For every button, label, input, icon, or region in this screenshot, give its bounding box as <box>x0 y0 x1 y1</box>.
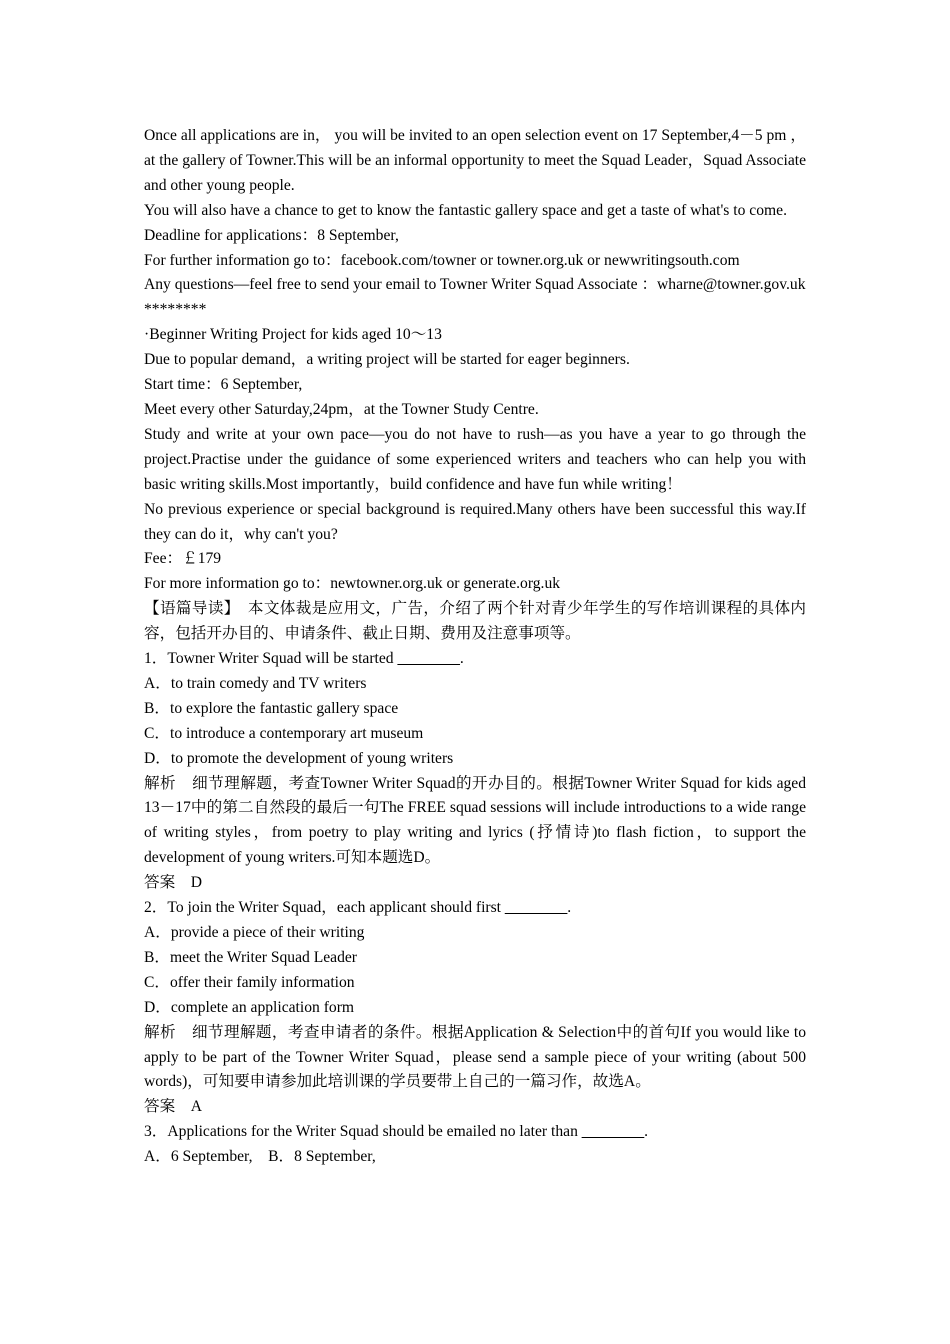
question-3-stem <box>144 1120 806 1145</box>
question-1-option-c: C．to introduce a contemporary art museum <box>144 724 424 742</box>
question-2-stem <box>144 896 806 921</box>
passage-start-time: Start time：6 September, <box>144 376 303 394</box>
question-2-stem-end: . <box>567 899 572 917</box>
passage-study-pace: Study and write at your own pace—you do not have to rush—as you have a year to go through the project.Practise under the guidance of some experienced writers and teachers who can help you with basic writing skills.Most importantly，build confidence and have fun while writing！ <box>144 425 806 493</box>
passage-no-experience: No previous experience or special background is required.Many others have been successful this way.If they can do it，why can't you? <box>144 500 806 543</box>
question-1-stem <box>144 647 806 672</box>
question-1-analysis: 解析 细节理解题，考查Towner Writer Squad的开办目的。根据Towner Writer Squad for kids aged 13－17中的第二自然段的最后一句The FREE squad sessions will include introductions to a wide range of writing styles，from poetry to play writing and lyrics (抒情诗)to flash fiction，to support the development of young writers.可知本题选D。 <box>144 774 806 867</box>
passage-more-info: For more information go to：newtowner.org.uk or generate.org.uk <box>144 575 561 593</box>
passage-questions-contact: Any questions—feel free to send your email to Towner Writer Squad Associate ：wharne@towner.gov.uk <box>144 276 806 294</box>
beginner-project-heading: ·Beginner Writing Project for kids aged 10～13 <box>144 326 442 344</box>
question-3-blank: ________ <box>581 1123 645 1141</box>
passage-meeting-schedule: Meet every other Saturday,24pm，at the Towner Study Centre. <box>144 400 539 418</box>
question-2-option-a: A．provide a piece of their writing <box>144 924 365 941</box>
question-1-option-b: B．to explore the fantastic gallery space <box>144 699 399 717</box>
question-1-option-a: A．to train comedy and TV writers <box>144 674 367 692</box>
passage-fee: Fee：￡179 <box>144 550 222 568</box>
passage-paragraph-selection-event: Once all applications are in， you will be invited to an open selection event on 17 September,4－5 pm ， at the gallery of Towner.This will be an informal opportunity to meet the Squad Leader，Squad Associate and other young people. <box>144 127 806 194</box>
question-1-blank: ________ <box>397 650 460 668</box>
question-1-option-d: D．to promote the development of young writers <box>144 749 454 767</box>
passage-deadline: Deadline for applications：8 September, <box>144 226 399 244</box>
question-2-stem-text: 2．To join the Writer Squad，each applicant should first <box>144 899 505 917</box>
question-2-option-b: B．meet the Writer Squad Leader <box>144 948 357 966</box>
question-2-blank: ________ <box>504 899 568 917</box>
passage-paragraph-gallery-space: You will also have a chance to get to know the fantastic gallery space and get a taste of what's to come. <box>144 201 787 219</box>
question-2-analysis: 解析 细节理解题，考查申请者的条件。根据Application & Selection中的首句If you would like to apply to be part of the Towner Writer Squad，please send a sample piece of your writing (about 500 words)，可知要申请参加此培训课的学员要带上自己的一篇习作，故选A。 <box>144 1023 806 1091</box>
section-separator: ******** <box>144 301 207 319</box>
question-3-stem-text: 3．Applications for the Writer Squad should be emailed no later than <box>144 1123 582 1141</box>
reading-guide: 【语篇导读】 本文体裁是应用文，广告，介绍了两个针对青少年学生的写作培训课程的具体内容，包括开办目的、申请条件、截止日期、费用及注意事项等。 <box>144 600 806 643</box>
question-1-answer: 答案 D <box>144 874 203 892</box>
question-3-options: A．6 September, B．8 September, <box>144 1148 376 1166</box>
question-1-stem-end: . <box>459 650 464 668</box>
question-2-option-d: D．complete an application form <box>144 998 355 1016</box>
question-2-answer: 答案 A <box>144 1098 203 1116</box>
passage-popular-demand: Due to popular demand，a writing project will be started for eager beginners. <box>144 351 630 369</box>
question-2-option-c: C．offer their family information <box>144 973 355 991</box>
question-3-stem-end: . <box>644 1123 649 1141</box>
question-1-stem-text: 1．Towner Writer Squad will be started <box>144 650 398 668</box>
passage-further-info: For further information go to：facebook.com/towner or towner.org.uk or newwritingsouth.com <box>144 251 740 269</box>
document-page <box>144 124 806 1170</box>
